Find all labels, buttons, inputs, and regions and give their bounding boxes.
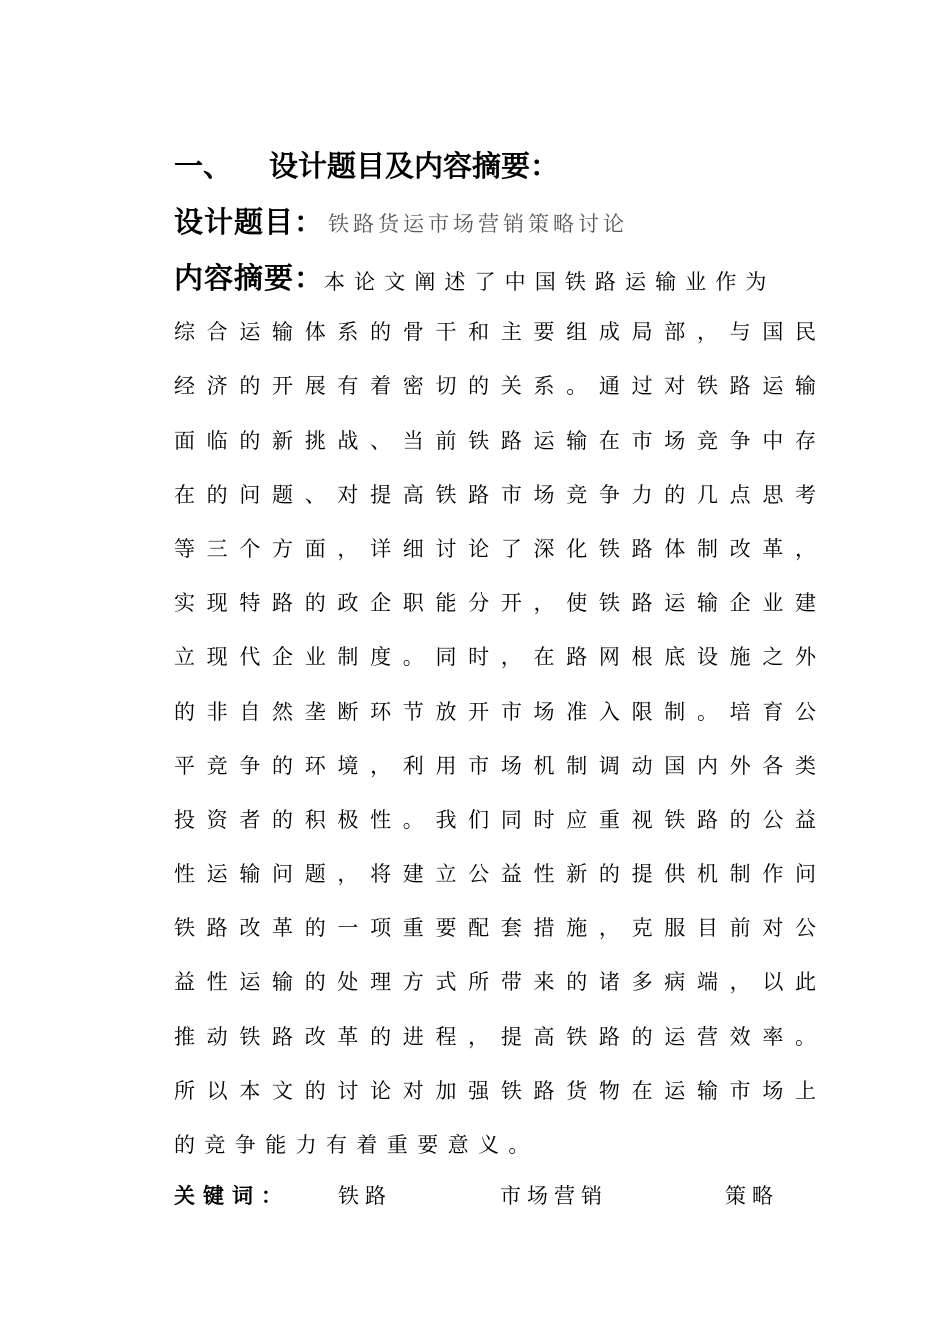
abstract-text: 本论文阐述了中国铁路运输业作为: [324, 270, 776, 294]
keyword: 市场营销: [500, 1184, 608, 1208]
abstract-line: 综合运输体系的骨干和主要组成局部，与国民: [174, 320, 816, 345]
section-number: 一、: [174, 149, 233, 183]
keywords-label: 关键词：: [174, 1184, 290, 1208]
abstract-line: 的非自然垄断环节放开市场准入限制。培育公: [174, 699, 816, 724]
abstract-line: 的竞争能力有着重要意义。: [174, 1133, 539, 1157]
abstract-line: 实现特路的政企职能分开，使铁路运输企业建: [174, 591, 816, 616]
abstract-line: 面临的新挑战、当前铁路运输在市场竞争中存: [174, 428, 816, 453]
abstract-line: 经济的开展有着密切的关系。通过对铁路运输: [174, 374, 816, 399]
abstract-line: 等三个方面，详细讨论了深化铁路体制改革，: [174, 536, 816, 561]
section-title: 设计题目及内容摘要：: [269, 149, 560, 183]
design-title-label: 设计题目：: [174, 205, 325, 239]
abstract-line: [174, 251, 816, 305]
abstract-label: 内容摘要：: [174, 261, 325, 295]
keywords-row: [174, 1173, 814, 1219]
keyword: 铁路: [338, 1184, 392, 1208]
abstract-line: 所以本文的讨论对加强铁路货物在运输市场上: [174, 1078, 816, 1103]
abstract-line: 平竞争的环境，利用市场机制调动国内外各类: [174, 753, 816, 778]
abstract-line: 铁路改革的一项重要配套措施，克服目前对公: [174, 916, 816, 941]
section-heading: [174, 143, 814, 189]
abstract-line: 性运输问题，将建立公益性新的提供机制作问: [174, 862, 816, 887]
abstract-line: 推动铁路改革的进程，提高铁路的运营效率。: [174, 1024, 816, 1049]
abstract-line: 在的问题、对提高铁路市场竞争力的几点思考: [174, 482, 816, 507]
keyword: 策略: [725, 1184, 779, 1208]
abstract-line: 投资者的积极性。我们同时应重视铁路的公益: [174, 807, 816, 832]
abstract-line: 立现代企业制度。同时，在路网根底设施之外: [174, 645, 816, 670]
abstract-paragraph: [174, 251, 816, 1171]
design-title-row: [174, 198, 814, 246]
design-title-value: 铁路货运市场营销策略讨论: [328, 212, 629, 236]
abstract-line: 益性运输的处理方式所带来的诸多病端，以此: [174, 970, 816, 995]
